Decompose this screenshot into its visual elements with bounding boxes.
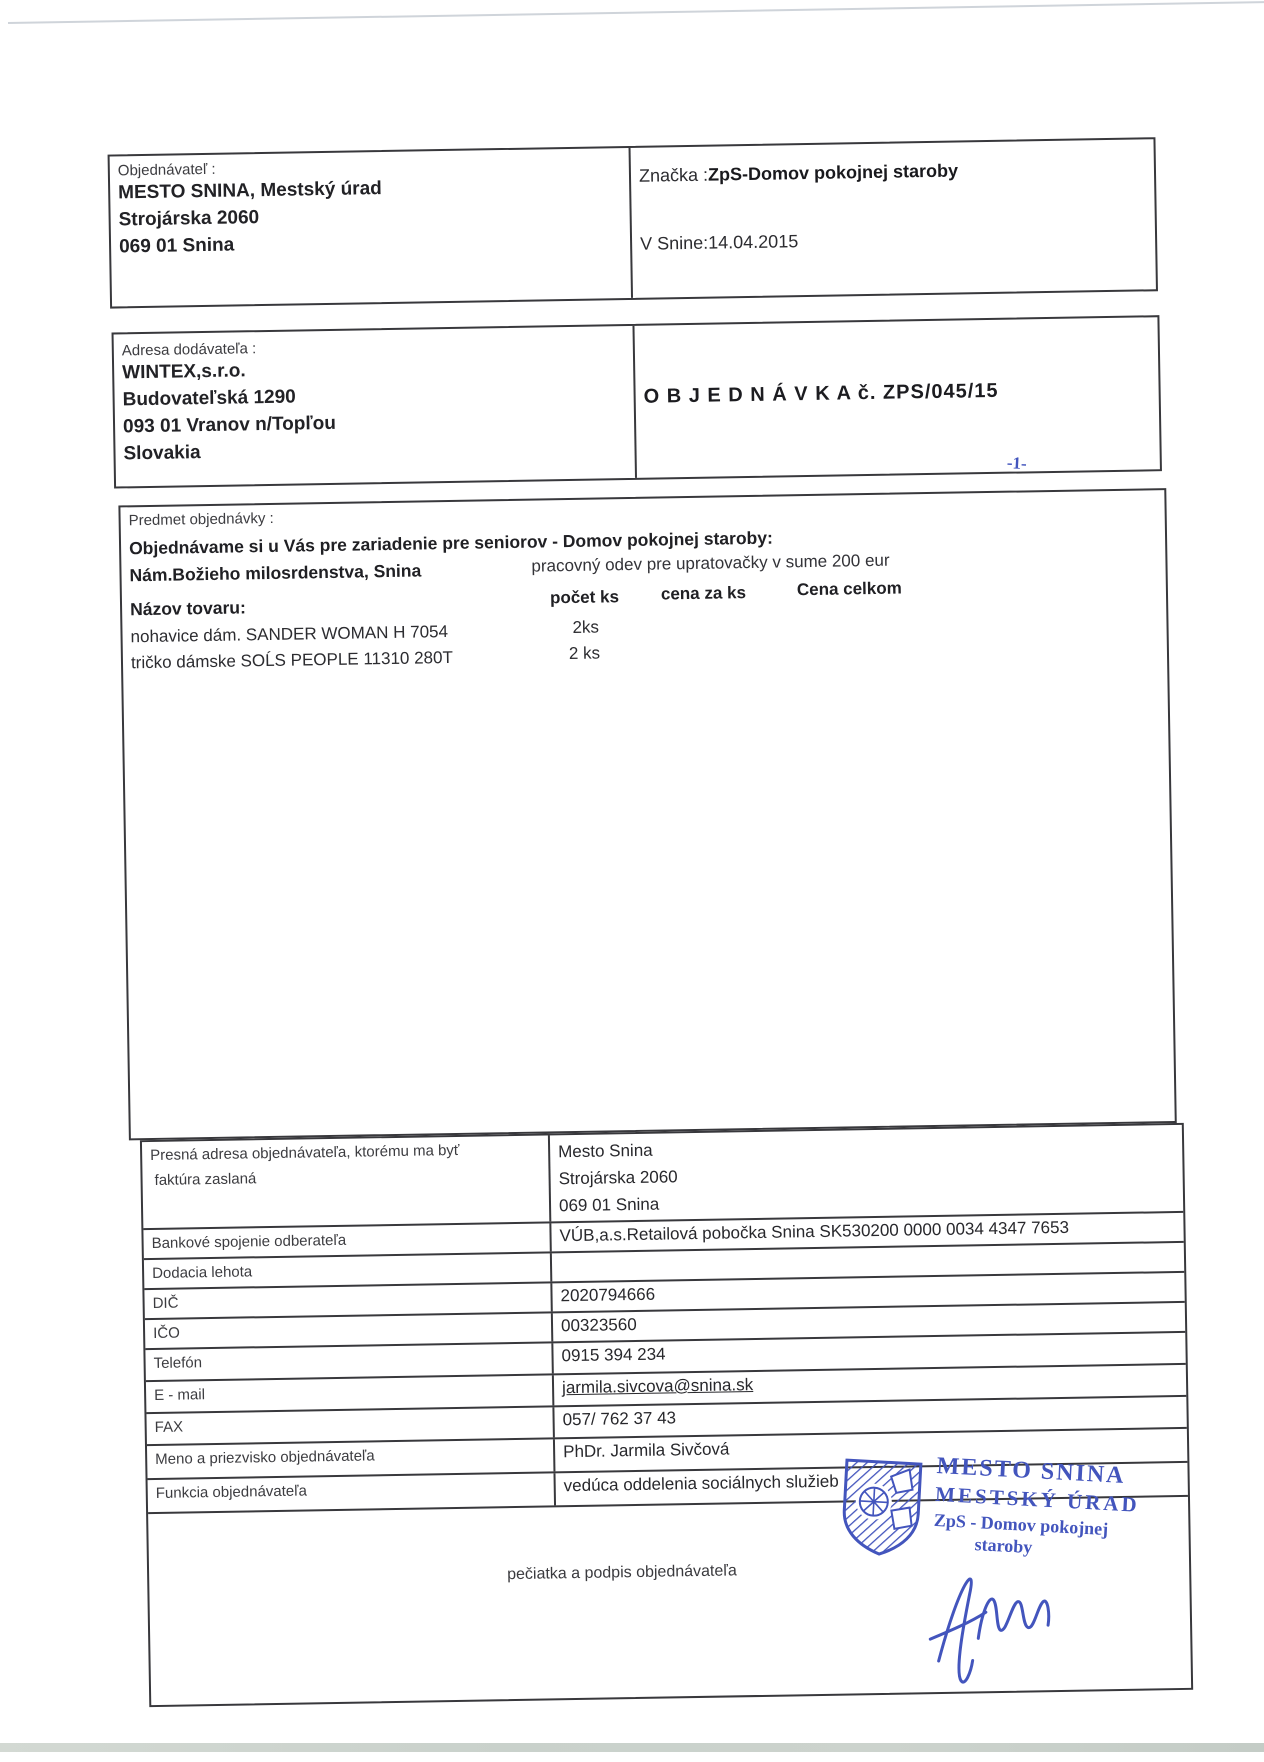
mark-label: Značka : [638, 164, 709, 186]
row-value: VÚB,a.s.Retailová pobočka Snina SK530200 0000 0034 4347 7653 [549, 1213, 1183, 1252]
order-number-cell [634, 317, 1157, 478]
stamp-line-3: ZpS - Domov pokojnej [933, 1509, 1109, 1540]
row-label: IČO [152, 1324, 180, 1342]
supplier-box [112, 315, 1162, 488]
table-row [142, 1125, 1183, 1230]
row-value: 2020794666 [550, 1273, 1184, 1312]
row-label: Meno a priezvisko objednávateľa [155, 1447, 375, 1468]
customer-name: MESTO SNINA, Mestský úrad [118, 178, 382, 204]
subject-intro-line2-right: pracovný odev pre upratovačky v sume 200 eur [531, 550, 890, 576]
column-header-qty: počet ks [549, 587, 620, 608]
column-header-total-price: Cena celkom [796, 578, 902, 600]
subject-intro-line1: Objednávame si u Vás pre zariadenie pre seniorov - Domov pokojnej staroby: [128, 527, 773, 559]
customer-address [118, 158, 383, 260]
row-label: DIČ [152, 1294, 179, 1313]
supplier-label: Adresa dodávateľa : [121, 340, 257, 360]
place-date: V Snine:14.04.2015 [639, 231, 799, 254]
row-label: Funkcia objednávateľa [155, 1482, 308, 1502]
stamp-line-2: MESTSKÝ ÚRAD [934, 1481, 1141, 1517]
subject-label: Predmet objednávky : [128, 509, 274, 530]
supplier-address [122, 339, 337, 468]
row-value: 0915 394 234 [551, 1333, 1185, 1374]
supplier-name: WINTEX,s.r.o. [122, 360, 246, 384]
signature-scribble-icon [919, 1541, 1071, 1693]
subject-intro-line2-left: Nám.Božieho milosrdenstva, Snina [129, 560, 422, 586]
row-label: FAX [154, 1418, 184, 1436]
customer-city: 069 01 Snina [118, 234, 235, 258]
supplier-country: Slovakia [123, 442, 201, 465]
row-label: Presná adresa objednávateľa, ktorému ma byť faktúra zaslaná [150, 1141, 460, 1189]
customer-box [108, 137, 1158, 308]
coat-of-arms-shield-icon [837, 1456, 926, 1560]
row-label: Telefón [153, 1354, 203, 1372]
stamp-line-1: MESTO SNINA [936, 1452, 1127, 1490]
item-qty: 2 ks [568, 643, 601, 664]
row-label: Bankové spojenie odberateľa [151, 1231, 347, 1253]
row-value: 057/ 762 37 43 [552, 1397, 1186, 1438]
row-value: PhDr. Jarmila Sivčová [553, 1429, 1187, 1472]
billing-table [140, 1123, 1193, 1707]
email-link[interactable]: jarmila.sivcova@snina.sk [552, 1365, 1186, 1406]
stamp-line-4: staroby [974, 1534, 1033, 1558]
mark-value: ZpS-Domov pokojnej staroby [707, 160, 959, 185]
mark-line [639, 160, 958, 186]
item-name: tričko dámske SOĹS PEOPLE 11310 280T [130, 647, 454, 673]
column-header-unit-price: cena za ks [660, 583, 747, 604]
item-name: nohavice dám. SANDER WOMAN H 7054 [130, 622, 449, 647]
row-value: vedúca oddelenia sociálnych služieb [553, 1463, 1187, 1506]
customer-street: Strojárska 2060 [118, 207, 260, 231]
row-value: 00323560 [551, 1303, 1185, 1342]
row-label: Dodacia lehota [151, 1263, 253, 1283]
scan-bottom-edge [0, 1743, 1264, 1752]
stamp-caption: pečiatka a podpis objednávateľa [507, 1562, 738, 1584]
row-value: Mesto Snina Strojárska 2060 069 01 Snina [548, 1125, 1183, 1221]
page-number: -1- [1006, 453, 1028, 474]
order-number: O B J E D N Á V K A č. ZPS/045/15 [643, 379, 999, 408]
supplier-city: 093 01 Vranov n/Topľou [122, 412, 337, 438]
supplier-street: Budovateľská 1290 [122, 386, 296, 411]
mark-cell [631, 139, 1154, 298]
item-qty: 2ks [572, 617, 600, 637]
order-subject-box [118, 488, 1176, 1140]
column-header-name: Názov tovaru: [129, 597, 246, 620]
row-label: E - mail [154, 1386, 206, 1404]
customer-label: Objednávateľ : [117, 160, 216, 180]
